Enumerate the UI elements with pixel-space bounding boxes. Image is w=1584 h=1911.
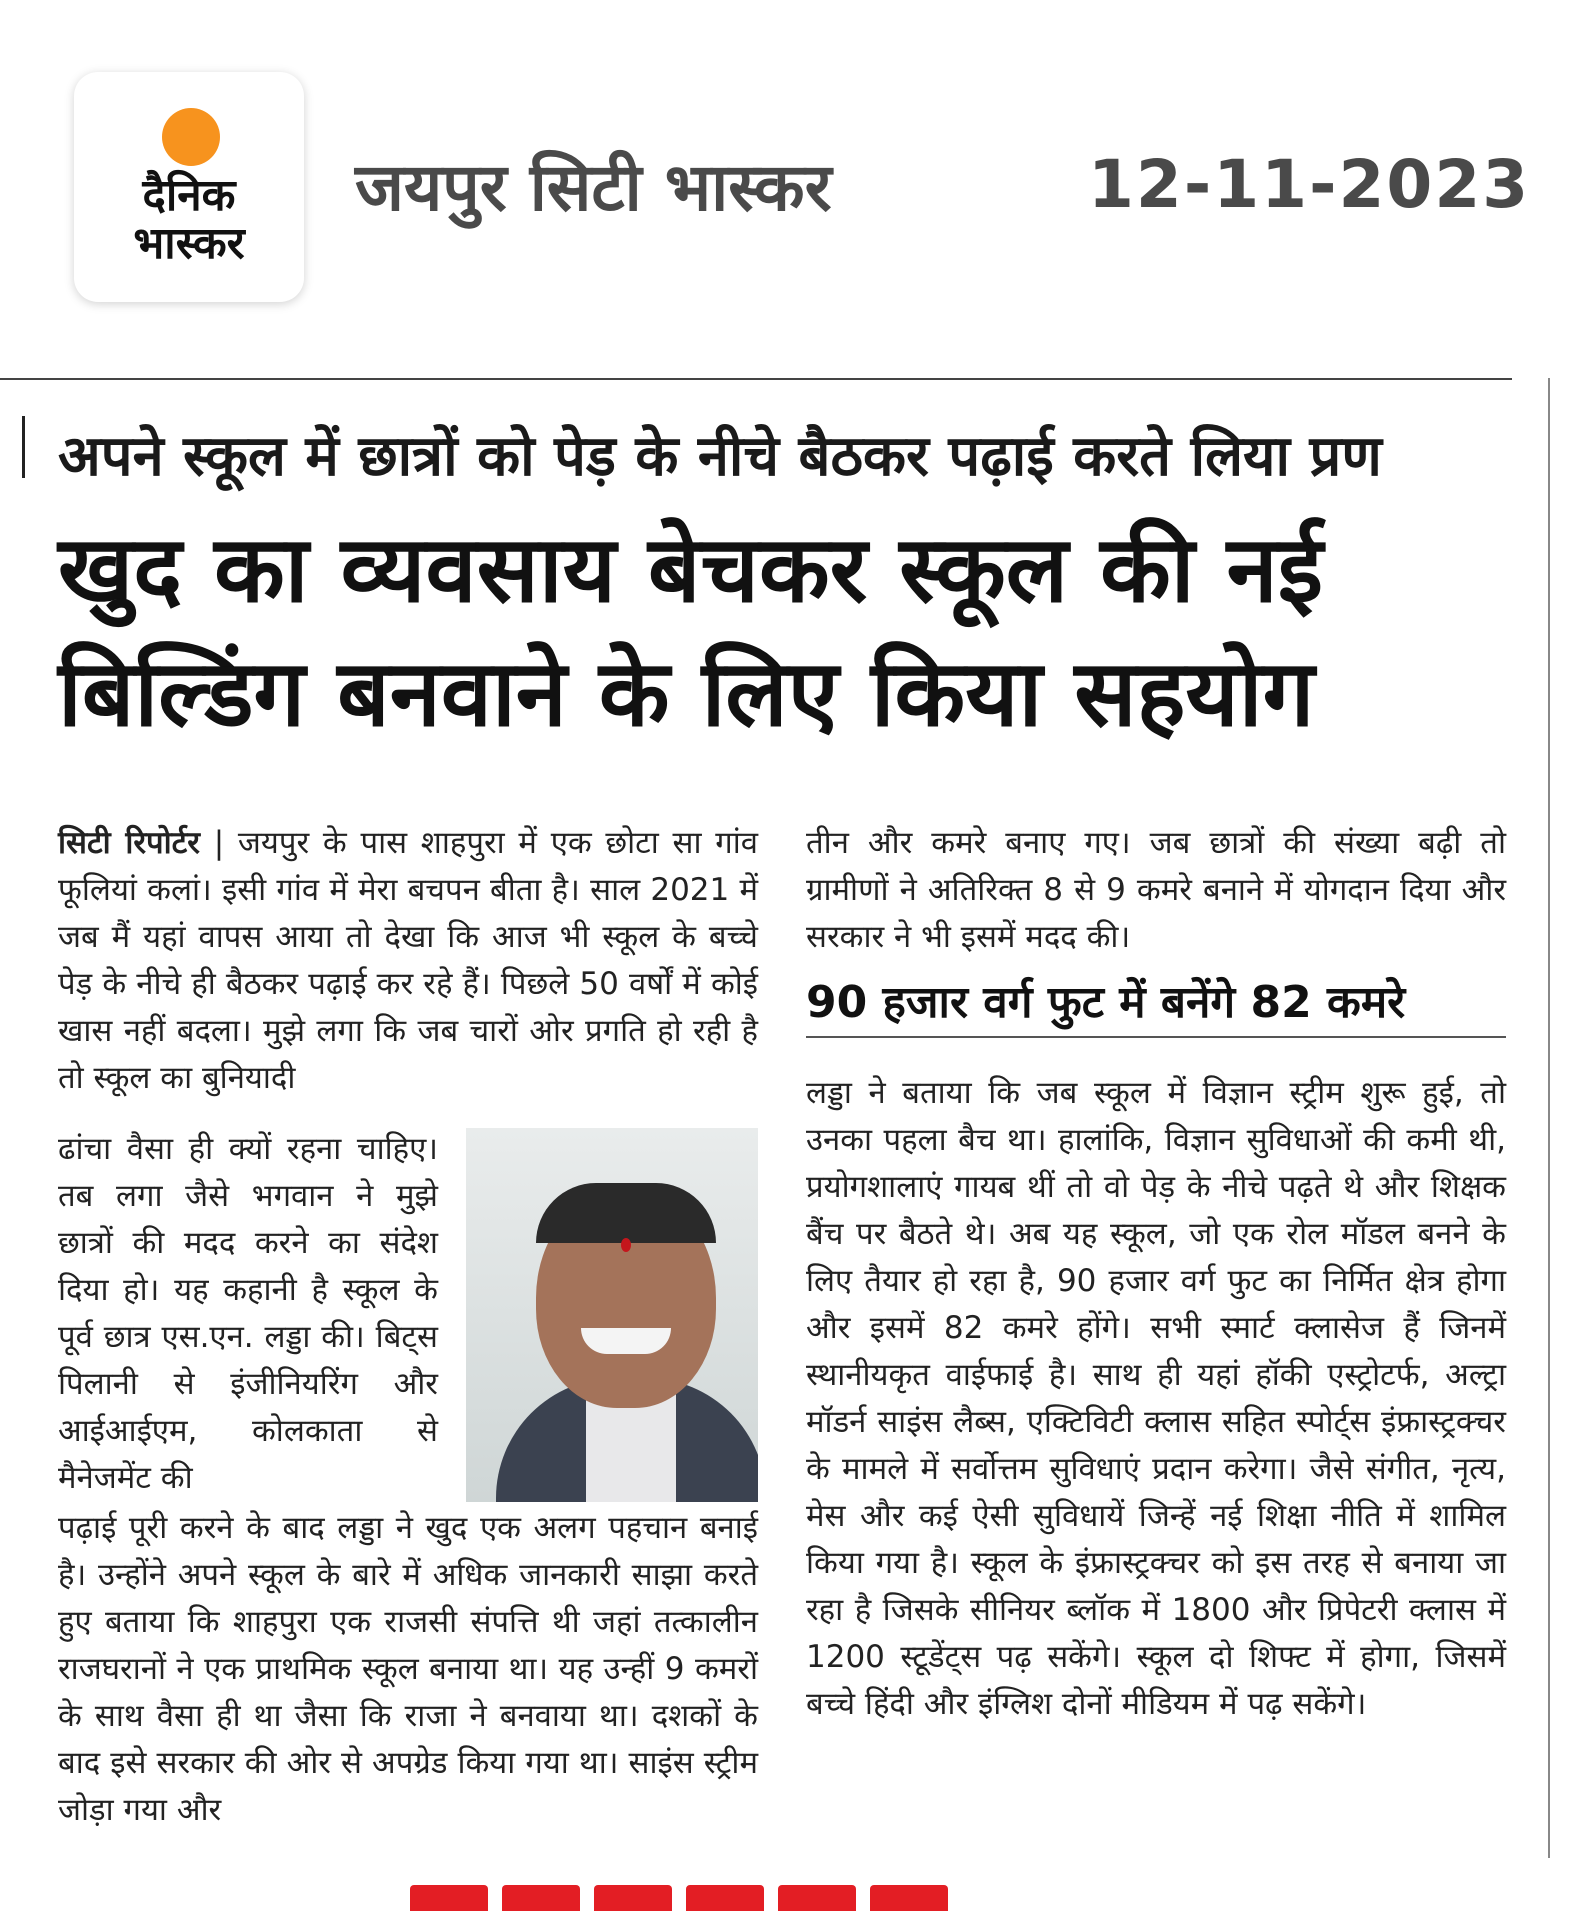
col1-text-wrap: ढांचा वैसा ही क्यों रहना चाहिए। तब लगा जैसे भगवान ने मुझे छात्रों की मदद करने का संदेश दिया हो। यह कहानी है स्कूल के पूर्व छात्र एस.एन. लड्डा की। बिट्स पिलानी से इंजीनियरिंग और आईआईएम, कोलकाता से मैनेजमेंट की (58, 1131, 438, 1496)
article-kicker: अपने स्कूल में छात्रों को पेड़ के नीचे बैठकर पढ़ाई करते लिया प्रण (58, 424, 1382, 489)
column-1-top: सिटी रिपोर्टर | जयपुर के पास शाहपुरा में एक छोटा सा गांव फूलियां कलां। इसी गांव में मेरा बचपन बीता है। साल 2021 में जब मैं यहां वापस आया तो देखा कि आज भी स्कूल के बच्चे पेड़ के नीचे ही बैठकर पढ़ाई कर रहे हैं। पिछले 50 वर्षों में कोई खास नहीं बदला। मुझे लगा कि जब चारों ओर प्रगति हो रही है तो स्कूल का बुनियादी (58, 825, 759, 1096)
smile-shape (581, 1328, 671, 1354)
byline: सिटी रिपोर्टर (58, 825, 200, 861)
frame-divider (0, 378, 1512, 380)
col2-text-2: लड्डा ने बताया कि जब स्कूल में विज्ञान स्ट्रीम शुरू हुई, तो उनका पहला बैच था। हालांकि, विज्ञान सुविधाओं की कमी थी, प्रयोगशालाएं गायब थीं तो वो पेड़ के नीचे पढ़ते थे और शिक्षक बैंच पर बैठते थे। अब यह स्कूल, जो एक रोल मॉडल बनने के लिए तैयार हो रहा है, 90 हजार वर्ग फुट का निर्मित क्षेत्र होगा और इसमें 82 कमरे होंगे। सभी स्मार्ट क्लासेज हैं जिनमें स्थानीयकृत वाईफाई है। साथ ही यहां हॉकी एस्ट्रोटर्फ, अल्ट्रा मॉडर्न साइंस लैब्स, एक्टिविटी क्लास सहित स्पोर्ट्स इंफ्रास्ट्रक्चर के मामले में सर्वोत्तम सुविधाएं प्रदान करेगा। जैसे संगीत, नृत्य, मेस और कई ऐसी सुविधायें जिन्हें नई शिक्षा नीति में शामिल किया गया है। स्कूल के इंफ्रास्ट्रक्चर को इस तरह से बनाया जा रहा है जिसके सीनियर ब्लॉक में 1800 और प्रिपेटरी क्लास में 1200 स्टूडेंट्स पढ़ सकेंगे। स्कूल दो शिफ्ट में होगा, जिसमें बच्चे हिंदी और इंग्लिश दोनों मीडियम में पढ़ सकेंगे। (806, 1075, 1506, 1722)
column-1-bottom (58, 1505, 758, 1834)
logo-text: दैनिक भास्कर (133, 170, 245, 269)
portrait-photo (466, 1128, 758, 1502)
column-1-wrap (58, 1126, 438, 1502)
frame-right-rule (1548, 378, 1550, 1858)
edition-title: जयपुर सिटी भास्कर (355, 149, 832, 226)
hair-shape (536, 1183, 716, 1243)
col2-text-1: तीन और कमरे बनाए गए। जब छात्रों की संख्या बढ़ी तो ग्रामीणों ने अतिरिक्त 8 से 9 कमरे बनाने में योगदान दिया और सरकार ने भी इसमें मदद की। (806, 825, 1506, 955)
next-article-strip (410, 1876, 970, 1911)
col1-text-2: पढ़ाई पूरी करने के बाद लड्डा ने खुद एक अलग पहचान बनाई है। उन्होंने अपने स्कूल के बारे में अधिक जानकारी साझा करते हुए बताया कि शाहपुरा एक राजसी संपत्ति थी जहां तत्कालीन राजघरानों ने एक प्राथमिक स्कूल बनाया था। यह उन्हीं 9 कमरों के साथ वैसा ही था जैसा कि राजा ने बनवाया था। दशकों के बाद इसे सरकार की ओर से अपग्रेड किया गया था। साइंस स्ट्रीम जोड़ा गया और (58, 1510, 758, 1828)
dainik-bhaskar-logo (74, 72, 304, 302)
tilak-mark (621, 1238, 631, 1252)
logo-sun-icon (162, 108, 220, 166)
subhead-rule (806, 1036, 1506, 1038)
article-subhead: 90 हजार वर्ग फुट में बनेंगे 82 कमरे (806, 977, 1406, 1028)
edition-date: 12-11-2023 (1088, 146, 1531, 223)
col1-text-1: जयपुर के पास शाहपुरा में एक छोटा सा गांव फूलियां कलां। इसी गांव में मेरा बचपन बीता है। साल 2021 में जब मैं यहां वापस आया तो देखा कि आज भी स्कूल के बच्चे पेड़ के नीचे ही बैठकर पढ़ाई कर रहे हैं। पिछले 50 वर्षों में कोई खास नहीं बदला। मुझे लगा कि जब चारों ओर प्रगति हो रही है तो स्कूल का बुनियादी (58, 825, 759, 1096)
article-headline: खुद का व्यवसाय बेचकर स्कूल की नई बिल्डिंग बनवाने के लिए किया सहयोग (58, 516, 1323, 747)
column-2-top (806, 820, 1506, 961)
column-2-bottom (806, 1070, 1506, 1728)
kicker-rule (22, 416, 25, 478)
